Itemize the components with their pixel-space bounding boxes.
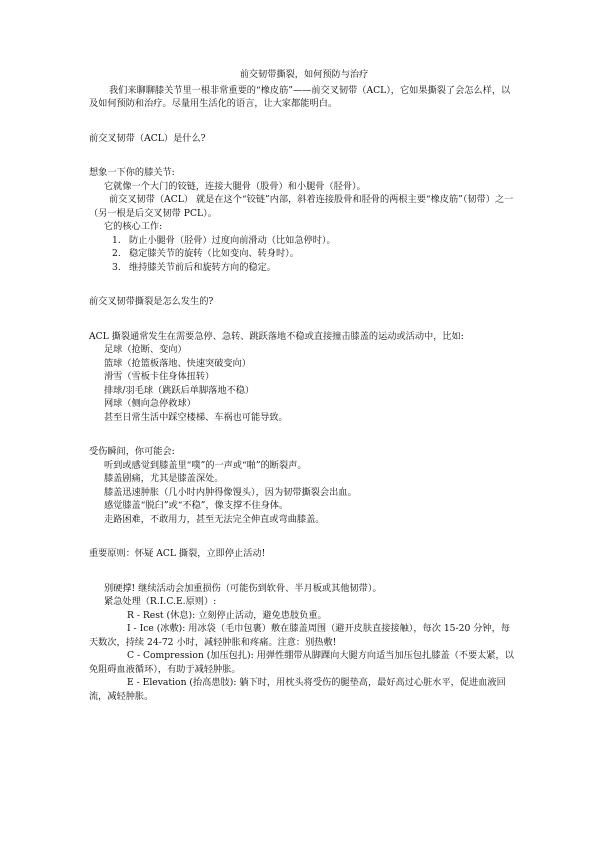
list-item: 感觉膝盖“脱臼”或“不稳”，像支撑不住身体。 — [104, 500, 289, 511]
document-body — [89, 68, 519, 703]
rice-elevation: E - Elevation (抬高患肢): 躺下时，用枕头将受伤的腿垫高，最好高过心脏水平，促进血液回流，减轻肿胀。 — [89, 677, 506, 702]
list-item: 排球/羽毛球（跳跃后单脚落地不稳） — [104, 384, 255, 396]
core-work-list — [89, 234, 519, 275]
section-heading-how-it-happens: 前交叉韧带撕裂是怎么发生的? — [89, 296, 214, 307]
acl-definition-paragraph: 前交叉韧带（ACL） 就是在这个“铰链”内部，斜着连接股骨和胫骨的两根主要“橡皮筋”（韧带）之一（另一根是后交叉韧带 PCL）。 — [89, 194, 514, 219]
list-item: 听到或感觉到膝盖里“噗”的一声或“啪”的断裂声。 — [104, 459, 307, 471]
rice-ice: I - Ice (冰敷): 用冰袋（毛巾包裹）敷在膝盖周围（避开皮肤直接接触），每次 15-20 分钟，每天数次，持续 24-72 小时，减轻肿胀和疼痛。注意：别热敷! — [89, 623, 510, 648]
list-item: 膝盖剧痛，尤其是膝盖深处。 — [104, 473, 224, 484]
hinge-paragraph: 它就像一个大门的铰链，连接大腿骨（股骨）和小腿骨（胫骨）。 — [104, 180, 366, 192]
list-item: 甚至日常生活中踩空楼梯、车祸也可能导致。 — [104, 411, 288, 423]
causes-lead: ACL 撕裂通常发生在需要急停、急转、跳跃落地不稳或直接撞击膝盖的运动或活动中，比如: — [89, 330, 464, 342]
list-item: 膝盖迅速肿胀（几小时内肿得像馒头），因为韧带撕裂会出血。 — [104, 486, 357, 498]
list-item: 2. 稳定膝关节的旋转（比如变向、转身时）。 — [112, 248, 299, 259]
list-item: 网球（侧向急停救球） — [104, 398, 196, 409]
document-title: 前交韧带撕裂，如何预防与治疗 — [239, 69, 369, 80]
list-item: 滑雪（雪板卡住身体扭转） — [104, 371, 215, 382]
dont-push-paragraph: 别硬撑! 继续活动会加重损伤（可能伤到软骨、半月板或其他韧带）。 — [104, 582, 382, 594]
list-item: 足球（抢断、变向） — [104, 344, 187, 355]
rice-label: 紧急处理（R.I.C.E.原则）: — [104, 596, 217, 607]
list-item: 3. 维持膝关节前后和旋转方向的稳定。 — [112, 261, 276, 273]
rice-compression: C - Compression (加压包扎): 用弹性绷带从脚踝向大腿方向适当加压包扎膝盖（不要太紧，以免阻碍血液循环），有助于减轻肿胀。 — [89, 650, 514, 675]
intro-paragraph: 我们来聊聊膝关节里一根非常重要的“橡皮筋”——前交叉韧带（ACL），它如果撕裂了会怎么样，以及如何预防和治疗。尽量用生活化的语言，让大家都能明白。 — [89, 84, 511, 109]
list-item: 1. 防止小腿骨（胫骨）过度向前滑动（比如急停时）。 — [112, 234, 336, 246]
section-heading-what-is-acl: 前交叉韧带（ACL）是什么? — [89, 132, 206, 144]
important-principle: 重要原则：怀疑 ACL 撕裂，立即停止活动! — [89, 548, 266, 559]
core-work-label: 它的核心工作: — [104, 221, 163, 232]
knee-lead: 想象一下你的膝关节: — [89, 167, 175, 178]
list-item: 走路困难，不敢用力，甚至无法完全伸直或弯曲膝盖。 — [104, 513, 325, 525]
symptoms-lead: 受伤瞬间，你可能会: — [89, 446, 175, 457]
list-item: 篮球（抢篮板落地、快速突破变向） — [104, 357, 251, 369]
rice-rest: R - Rest (休息): 立刻停止活动，避免患肢负重。 — [127, 609, 327, 621]
